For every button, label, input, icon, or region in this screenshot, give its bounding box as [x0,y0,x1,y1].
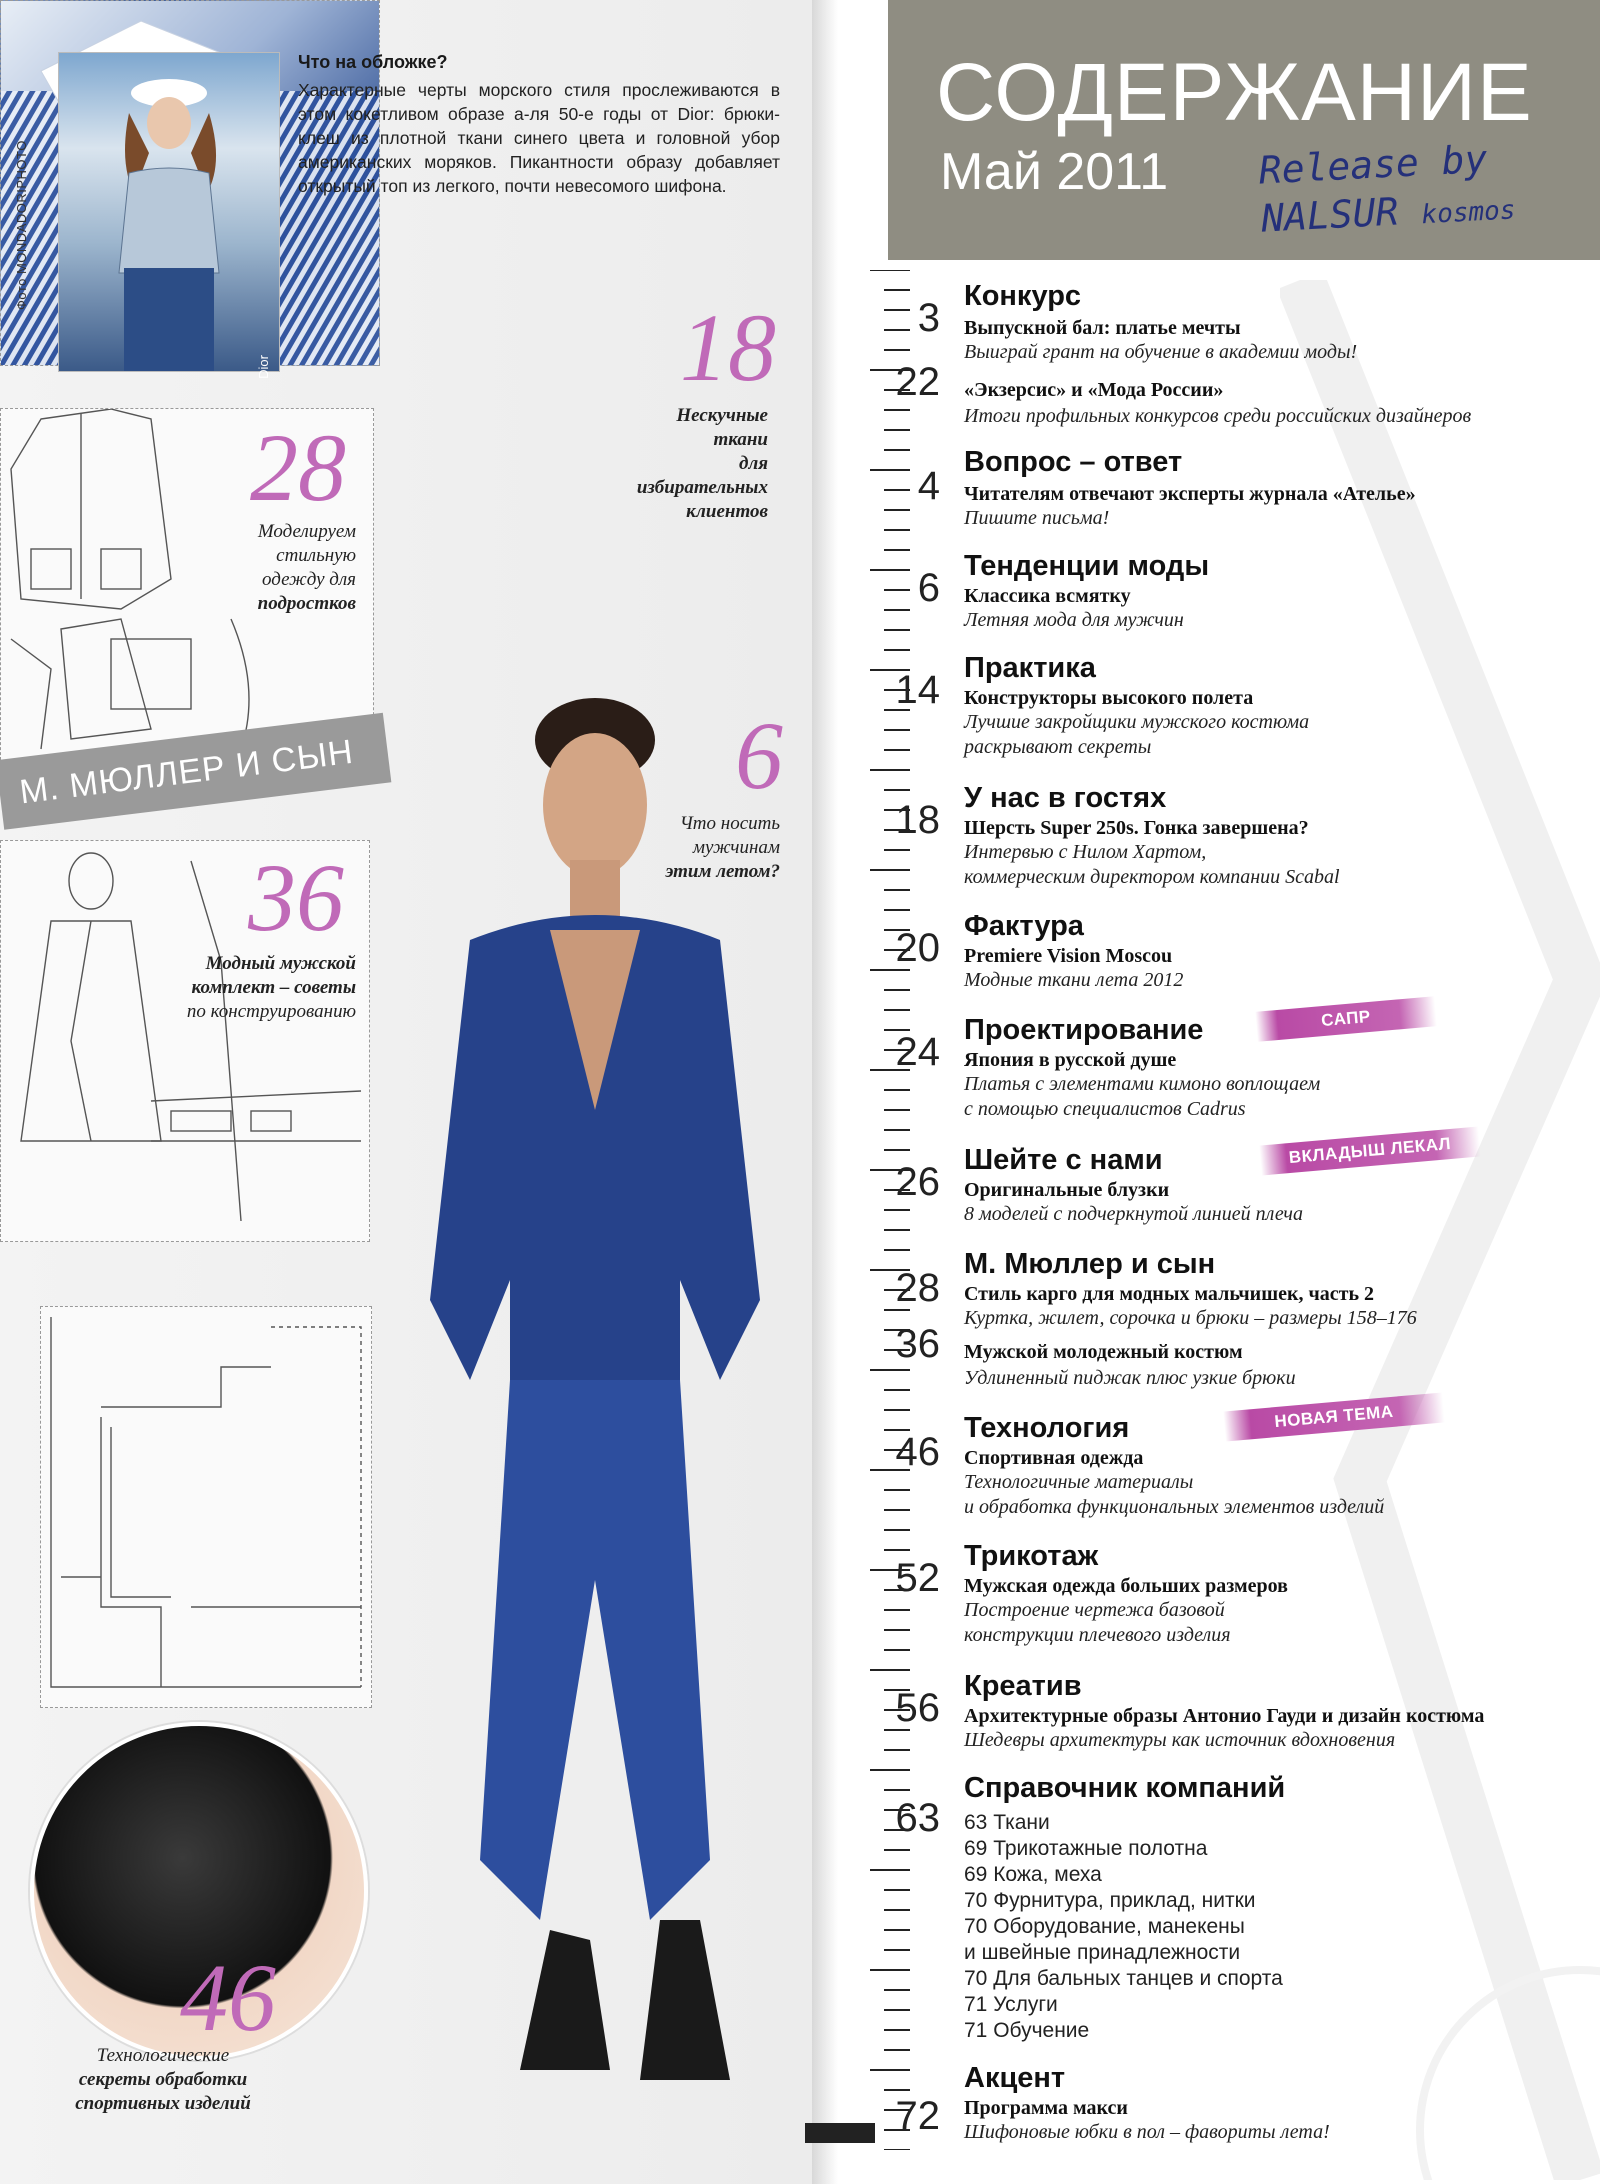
toc-description: Лучшие закройщики мужского костюма [964,711,1310,733]
cover-description: Характерные черты морского стиля прослеживаются в этом кокетливом образе а-ля 50-е годы от Dior: брюки-клеш из плотной ткани синего цвета и головной убор американских моряков. Пикантности образу добавляет открытый топ из легкого, почти невесомого шифона. [298,80,780,196]
directory-item: 70 Для бальных танцев и спорта [964,1967,1283,1990]
toc-page-number: 26 [895,1160,940,1204]
toc-description: Пишите письма! [964,507,1110,529]
toc-page-number: 20 [895,926,940,970]
directory-item: 70 Фурнитура, приклад, нитки [964,1889,1256,1912]
model-photo [350,680,812,2180]
toc-title: Стиль карго для модных мальчишек, часть 2 [964,1283,1375,1305]
directory-item: 71 Обучение [964,2019,1090,2042]
toc-section: У нас в гостях [964,782,1167,814]
toc-description: Шедевры архитектуры как источник вдохновения [964,1729,1396,1751]
teaser-caption-18: Нескучные ткани для избирательных клиентов [636,405,768,522]
toc-page-number: 3 [917,296,940,340]
toc-section: Конкурс [964,280,1082,312]
toc-page-number: 22 [895,360,940,404]
toc-title: Архитектурные образы Антонио Гауди и дизайн костюма [964,1705,1485,1727]
toc-title: Читателям отвечают эксперты журнала «Ателье» [964,483,1416,505]
toc-tag: САПР [1255,996,1437,1042]
toc-description: коммерческим директором компании Scabal [964,866,1340,888]
toc-page-number: 24 [895,1030,940,1074]
teaser-number-18: 18 [680,294,776,401]
toc-page-number: 56 [895,1686,940,1730]
toc-page-number: 46 [895,1430,940,1474]
toc-title: Спортивная одежда [964,1447,1144,1469]
toc-description: Итоги профильных конкурсов среди российских дизайнеров [964,405,1472,427]
teaser-number-6: 6 [735,702,783,809]
toc-section: Фактура [964,910,1084,942]
toc-description: 8 моделей с подчеркнутой линией плеча [964,1203,1303,1225]
directory-item: 69 Трикотажные полотна [964,1837,1208,1860]
ruler-base [805,2123,875,2143]
toc-description: Летняя мода для мужчин [964,609,1184,631]
toc-page-number: 36 [895,1322,940,1366]
toc-description: конструкции плечевого изделия [964,1624,1231,1646]
release-stamp: Release by NALSUR kosmos [1257,136,1517,241]
toc-description: Выиграй грант на обучение в академии моды! [964,341,1358,363]
toc-title: Программа макси [964,2097,1128,2119]
cover-model-illustration [59,53,279,371]
toc-page-number: 4 [917,464,940,508]
toc-page-number: 52 [895,1556,940,1600]
teaser-number-28: 28 [250,414,346,521]
toc-description: Платья с элементами кимоно воплощаем [964,1073,1321,1095]
toc-description: Удлиненный пиджак плюс узкие брюки [964,1367,1296,1389]
directory-item: и швейные принадлежности [964,1941,1241,1964]
toc-section: Трикотаж [964,1540,1099,1572]
issue-date: Май 2011 [940,143,1169,201]
toc-section: Технология [964,1412,1130,1444]
toc-title: Конструкторы высокого полета [964,687,1254,709]
toc-page-number: 14 [895,668,940,712]
toc-description: Шифоновые юбки в пол – фавориты лета! [964,2121,1330,2143]
toc-title: Мужской молодежный костюм [964,1341,1243,1363]
toc-description: и обработка функциональных элементов изделий [964,1496,1385,1518]
toc-page-number: 18 [895,798,940,842]
toc-title: Шерсть Super 250s. Гонка завершена? [964,817,1309,839]
teaser-number-46: 46 [180,1944,276,2051]
toc-tag: НОВАЯ ТЕМА [1223,1392,1445,1441]
toc-description: Модные ткани лета 2012 [964,969,1184,991]
toc-section: Шейте с нами [964,1144,1163,1176]
teaser-caption-6: Что носить мужчинам этим летом? [665,813,780,882]
toc-title: Мужская одежда больших размеров [964,1575,1288,1597]
directory-item: 63 Ткани [964,1811,1050,1834]
teaser-caption-28: Моделируем стильную одежду для подростков [257,521,356,614]
construction-drawing [40,1306,372,1708]
toc-title: Оригинальные блузки [964,1179,1170,1201]
toc-description: Технологичные материалы [964,1471,1194,1493]
teaser-caption-36: Модный мужской комплект – советы по конструированию [186,953,356,1022]
cover-brand: Dior [256,355,271,379]
directory-item: 71 Услуги [964,1993,1058,2016]
toc-description: с помощью специалистов Cadrus [964,1098,1246,1120]
toc-title: Выпускной бал: платье мечты [964,317,1241,339]
toc-description: Интервью с Нилом Хартом, [964,841,1207,863]
toc-title: Япония в русской душе [964,1049,1177,1071]
male-model-illustration [350,680,812,2180]
toc-description: Куртка, жилет, сорочка и брюки – размеры 158–176 [964,1307,1417,1329]
toc-section: Практика [964,652,1096,684]
toc-description: Построение чертежа базовой [964,1599,1225,1621]
toc-section: Креатив [964,1670,1082,1702]
construction-drawing-illustration [41,1307,371,1707]
cover-photo [58,52,280,379]
toc-tag: ВКЛАДЫШ ЛЕКАЛ [1259,1126,1481,1175]
contents-title: СОДЕРЖАНИЕ [936,47,1533,138]
toc-section: Акцент [964,2062,1066,2094]
toc-title: Premiere Vision Moscou [964,945,1173,967]
directory-item: 69 Кожа, меха [964,1863,1102,1886]
cover-question: Что на обложке? [298,52,448,72]
toc-section: М. Мюллер и сын [964,1248,1216,1280]
toc-section: Вопрос – ответ [964,446,1183,478]
teaser-number-36: 36 [248,844,344,951]
table-of-contents [880,0,1600,2184]
page-spine [812,0,838,2184]
photo-credit: Фото MONDADORIPHOTO [14,140,29,310]
toc-section: Проектирование [964,1014,1204,1046]
teaser-caption-46: Технологические секреты обработки спортивных изделий [75,2045,251,2114]
toc-page-number: 72 [895,2094,940,2138]
toc-page-number: 28 [895,1266,940,1310]
toc-title: «Экзерсис» и «Мода России» [964,379,1224,401]
toc-description: раскрывают секреты [964,736,1152,758]
toc-section: Справочник компаний [964,1772,1286,1804]
toc-section: Тенденции моды [964,550,1210,582]
toc-title: Классика всмятку [964,585,1131,607]
muller-banner: М. МЮЛЛЕР И СЫН [0,713,391,830]
toc-page-number: 63 [895,1796,940,1840]
toc-page-number: 6 [917,566,940,610]
directory-item: 70 Оборудование, манекены [964,1915,1245,1938]
